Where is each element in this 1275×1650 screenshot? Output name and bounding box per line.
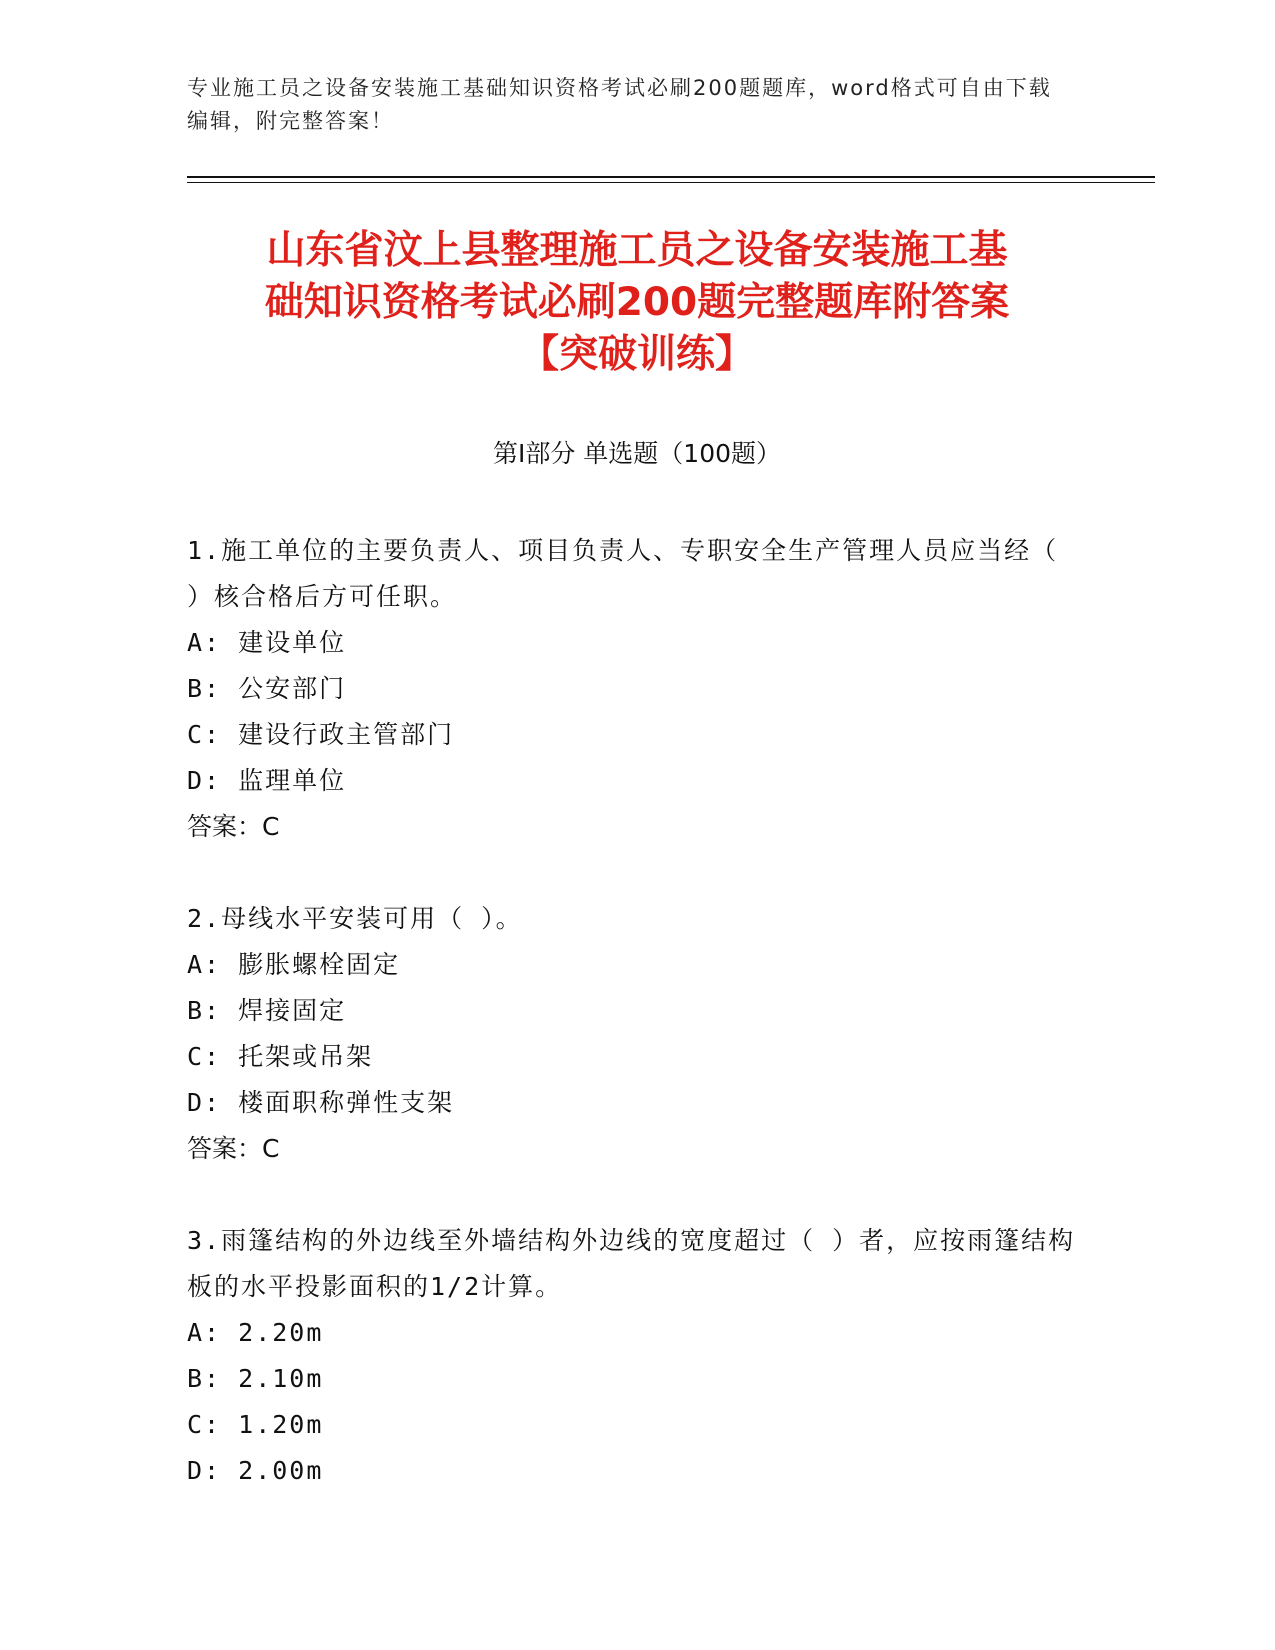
option-c: C: 1.20m: [187, 1410, 324, 1439]
question-2: [187, 896, 1087, 1172]
question-stem: 2.母线水平安装可用（ ）。: [187, 904, 523, 933]
option-d: D: 2.00m: [187, 1456, 324, 1485]
title-line: 础知识资格考试必刷200题完整题库附答案: [264, 280, 1010, 325]
option-b: B: 2.10m: [187, 1364, 324, 1393]
option-b: B: 公安部门: [187, 674, 347, 703]
header-rule-thick: [187, 176, 1155, 178]
option-b: B: 焊接固定: [187, 996, 347, 1025]
question-1: [187, 528, 1087, 850]
option-a: A: 膨胀螺栓固定: [187, 950, 401, 979]
option-a: A: 建设单位: [187, 628, 347, 657]
question-list: [187, 528, 1087, 1540]
title-line: 【突破训练】: [519, 332, 754, 377]
header-rule-thin: [187, 182, 1155, 183]
option-d: D: 楼面职称弹性支架: [187, 1088, 455, 1117]
question-stem: 3.雨篷结构的外边线至外墙结构外边线的宽度超过（ ）者，应按雨篷结构板的水平投影面积的1/2计算。: [187, 1226, 1076, 1301]
section-title: 第Ⅰ部分 单选题（100题）: [492, 439, 782, 468]
answer: 答案：C: [187, 1134, 280, 1163]
header-note: 专业施工员之设备安装施工基础知识资格考试必刷200题题库，word格式可自由下载编辑，附完整答案！: [187, 76, 1052, 133]
document-title: [187, 225, 1087, 381]
question-stem: 1.施工单位的主要负责人、项目负责人、专职安全生产管理人员应当经（ ）核合格后方可任职。: [187, 536, 1059, 611]
question-3: [187, 1218, 1087, 1494]
answer: 答案：C: [187, 812, 280, 841]
option-d: D: 监理单位: [187, 766, 347, 795]
option-c: C: 托架或吊架: [187, 1042, 374, 1071]
option-a: A: 2.20m: [187, 1318, 324, 1347]
option-c: C: 建设行政主管部门: [187, 720, 455, 749]
title-line: 山东省汶上县整理施工员之设备安装施工基: [266, 228, 1008, 273]
